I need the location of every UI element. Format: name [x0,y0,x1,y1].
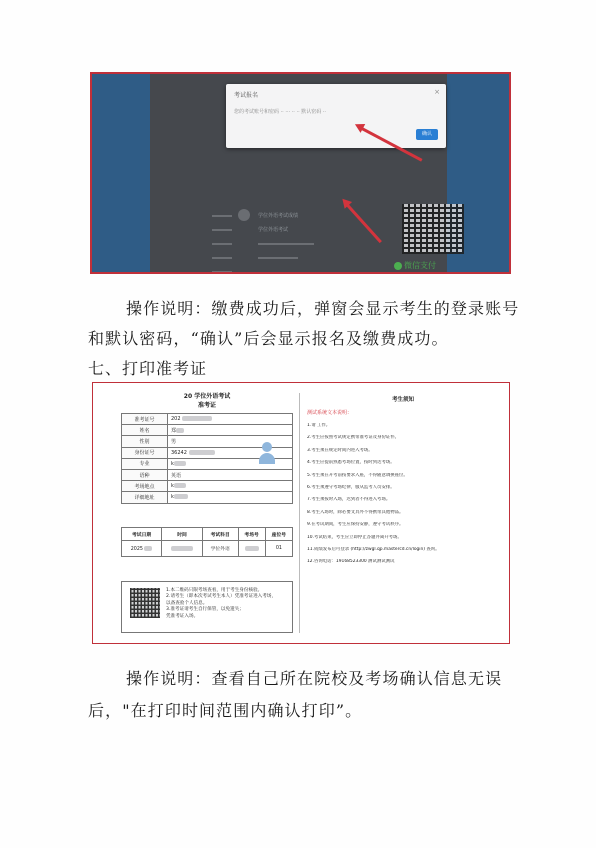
admission-ticket-screenshot [92,382,510,644]
column-header: 座位号 [265,528,292,541]
rule-item: 8.考生入场时，除必要文具外不得携带其他物品。 [307,509,404,515]
payment-success-screenshot [90,72,511,274]
form-row-line [212,229,232,231]
form-row-line [212,257,232,259]
rule-item: 11.成绩发布后可登录 (http://zwgl.qp.mastercd.cn/login) 查询。 [307,546,440,552]
field-value: 202 [168,414,293,425]
field-value: k [168,458,293,469]
rule-item: 1.请 工作。 [307,423,331,428]
table-cell [162,541,203,557]
field-key: 身份证号 [122,447,168,458]
rules-list [307,423,501,572]
notice-line: 1.本二维码只限考场查看，用于考生身份核验。 [166,588,263,593]
field-key: 姓名 [122,425,168,436]
account-dialog [226,84,446,148]
form-label: 学位外语考试成绩 [258,213,299,219]
rule-item: 4.考生应提前熟悉考场位置，按时到达考场。 [307,460,395,466]
section-heading: 七、打印准考证 [88,359,208,378]
field-value: 英语 [168,469,293,480]
rule-item: 9.在考试期间，考生应保持安静，遵守考试秩序。 [307,522,404,528]
form-row-line [212,271,232,273]
rule-item: 6.考生须遵守考场纪律，服从监考人员安排。 [307,484,395,490]
notice-line: 3.准考证请考生自行保管，以免遗失； [166,607,244,613]
table-row [122,414,293,425]
table-row [122,481,293,492]
table-row [122,425,293,436]
user-avatar [238,209,250,221]
instruction-line: 操作说明：查看自己所在院校及考场确认信息无误 [126,669,503,688]
notice-line: 2.请考生（即本次考试考生本人）凭准考证进入考场， [166,594,277,600]
field-value: 男 [168,436,293,447]
notice-line: 以备查验个人信息。 [166,600,208,606]
form-row-line [258,243,314,245]
rules-title: 考生须知 [391,397,414,403]
form-row-line [212,243,232,245]
instruction-line: 后，"在打印时间范围内确认打印”。 [88,701,363,720]
admission-ticket [115,387,299,641]
table-cell [238,541,265,557]
field-key: 考场地点 [122,481,168,492]
notice-line: 凭准考证入场。 [166,613,199,619]
verification-qr-code [130,588,160,618]
form-row-line [258,257,298,259]
field-key: 性别 [122,436,168,447]
ticket-subtitle: 准考证 [197,402,216,409]
table-header-row [122,528,293,541]
rule-item: 3.考生须在规定时间内进入考场。 [307,447,373,453]
rule-item: 7.考生须按时入场，迟到者不得进入考场。 [307,497,391,503]
rules-red-note: 测试系统文本说明： [307,410,353,416]
dialog-message: 您的考试账号和密码 ·· ··· ·· ·· 默认密码 ·· [234,109,327,115]
column-header: 考试科目 [202,528,238,541]
form-row-line [212,215,232,217]
ticket-notice-text [166,588,276,620]
instruction-line: 和默认密码，“确认”后会显示报名及缴费成功。 [88,329,449,348]
table-row [122,469,293,480]
field-value: 36242 [168,447,293,458]
ticket-title: 20 学位外语考试 [183,393,231,400]
wechat-pay-label: 微信支付 [394,260,436,271]
field-key: 专业 [122,458,168,469]
table-cell: 2025 [122,541,162,557]
left-blue-band [92,74,150,272]
ticket-divider [299,393,300,633]
field-value: k [168,492,293,503]
ticket-notice-box [121,581,293,633]
rule-item: 10.考试结束，考生应立即停止答题并离开考场。 [307,534,402,540]
exam-rules-panel [303,387,503,641]
table-row [122,541,293,557]
field-key: 准考证号 [122,414,168,425]
rule-item: 2.考生应按照考试规定携带准考证及身份证件。 [307,435,400,441]
rule-item: 12.咨询电话：19168523300 测试测试测试 [307,559,395,565]
rule-item: 5.考生须在开考前按要求入座，不得随意调换座位。 [307,472,408,478]
table-row [122,492,293,503]
exam-schedule-table [121,527,293,557]
close-icon[interactable]: × [434,88,440,96]
confirm-button[interactable]: 确认 [416,129,438,140]
table-cell: 01 [265,541,292,557]
column-header: 考场号 [238,528,265,541]
instruction-line: 操作说明：缴费成功后，弹窗会显示考生的登录账号 [126,299,520,318]
table-cell: 学位外语 [202,541,238,557]
field-key: 详细地址 [122,492,168,503]
wechat-icon [394,262,402,270]
field-value: 郑 [168,425,293,436]
payment-qr-code [402,204,464,254]
field-key: 语种 [122,469,168,480]
column-header: 考试日期 [122,528,162,541]
dialog-title: 考试报名 [234,92,259,99]
field-value: k [168,481,293,492]
form-label: 学位外语考试 [258,227,289,233]
column-header: 时间 [162,528,203,541]
photo-placeholder-icon [257,441,277,465]
